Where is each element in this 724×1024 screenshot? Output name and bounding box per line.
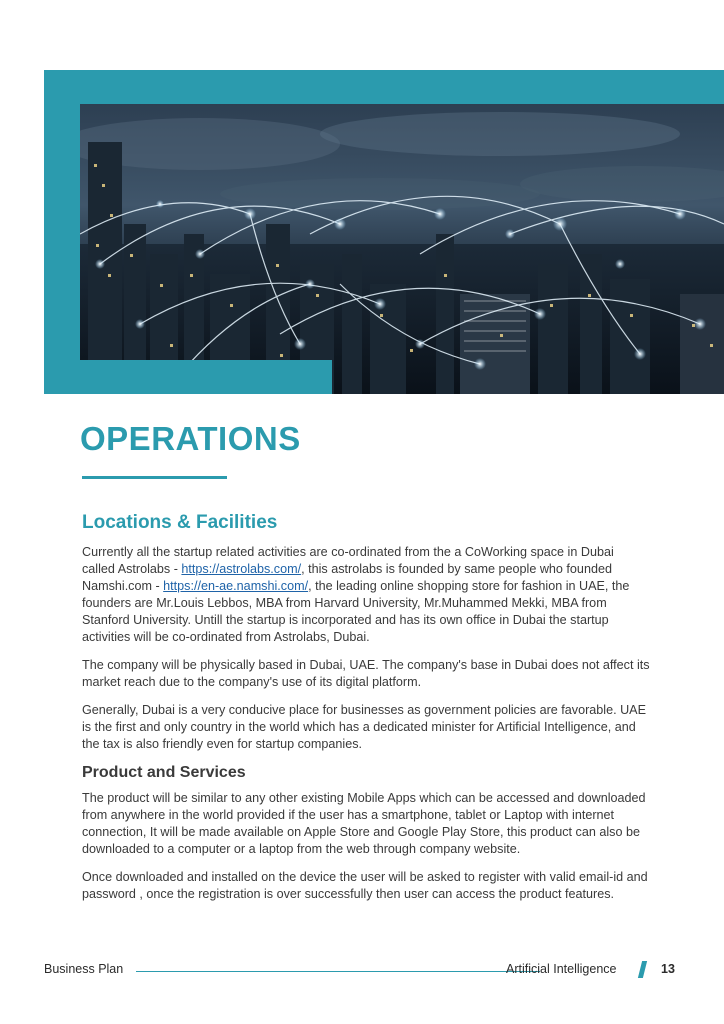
- paragraph-text: , the leading online shopping store for fashion in UAE, the founders are Mr.Louis Lebbos, MBA from Harvard University, Mr.Muhammed Mekki, MBA from Stanford University. Untill the startup is incorporated and has its own office in Dubai the startup activities will be co-ordinated from Astrolabs, Dubai.: [82, 579, 630, 644]
- title-underline: [82, 476, 227, 479]
- paragraph-registration: Once downloaded and installed on the device the user will be asked to register with valid email-id and password , once the registration is over successfully then user can access the product features.: [82, 870, 648, 901]
- paragraph-text: , this astrolabs is founded by same people who founded Namshi.com -: [82, 562, 612, 593]
- astrolabs-link[interactable]: https://astrolabs.com/: [181, 562, 302, 576]
- main-content: [82, 512, 650, 914]
- footer-left-label: Business Plan: [44, 962, 124, 976]
- page-title: OPERATIONS: [80, 420, 301, 457]
- paragraph-text: Currently all the startup related activities are co-ordinated from the a CoWorking space in Dubai called Astrolabs -: [82, 545, 614, 576]
- namshi-link[interactable]: https://en-ae.namshi.com/: [163, 579, 309, 593]
- footer-right-label: Artificial Intelligence: [506, 962, 617, 976]
- paragraph-base: The company will be physically based in Dubai, UAE. The company's base in Dubai does not affect its market reach due to the company's use of its digital platform.: [82, 658, 650, 689]
- paragraph-dubai: Generally, Dubai is a very conducive place for businesses as government policies are favorable. UAE is the first and only country in the world which has a dedicated minister for Artificial Intelligence, and the tax is also friendly even for startup companies.: [82, 703, 646, 751]
- page-footer: [44, 962, 680, 982]
- footer-divider: [136, 971, 540, 972]
- footer-slash-accent: [638, 961, 647, 978]
- paragraph-locations: [82, 544, 650, 646]
- paragraph-product: The product will be similar to any other existing Mobile Apps which can be accessed and downloaded from anywhere in the world provided if the user has a smartphone, tablet or Laptop with internet connection, It will be made available on Apple Store and Google Play Store, this product can also be downloaded to a computer or a laptop from the web through company website.: [82, 791, 646, 856]
- page-number: 13: [661, 962, 675, 976]
- section-heading: Locations & Facilities: [82, 512, 278, 533]
- subheading-products: Product and Services: [82, 764, 246, 781]
- hero-city-network-image: [80, 104, 724, 394]
- hero-teal-notch: [80, 360, 332, 394]
